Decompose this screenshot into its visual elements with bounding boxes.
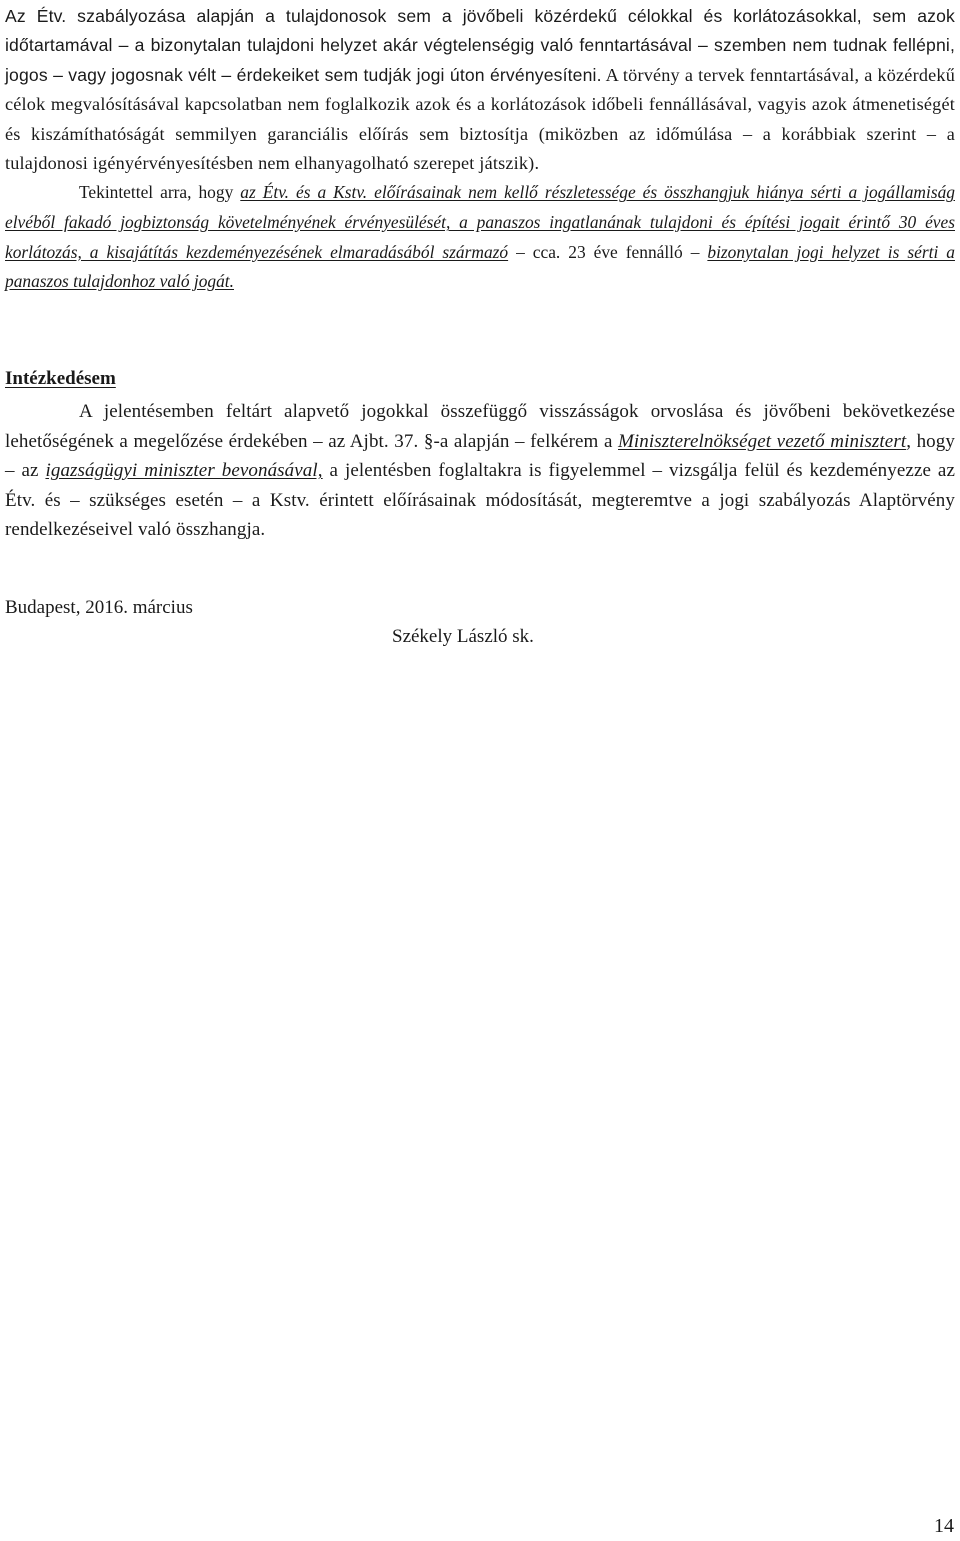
section-heading: Intézkedésem: [5, 368, 116, 389]
conclusion-intro: Tekintettel arra, hogy: [79, 182, 241, 203]
paragraph-serif-text: A törvény a tervek fenntartásával, a közérdekű célok megvalósításával kapcsolatban nem foglalkozik azok és a korlátozások időbeli fennállásával, vagyis azok átmenetiségét és kiszámíthatóságát semmilyen garanciális előírás sem biztosítja (miközben az időmúlása – a korábbiak szerint – a tulajdonosi igényérvényesítésben nem elhanyagolható szerepet játszik).: [5, 64, 955, 174]
document-page: [5, 2, 955, 297]
conclusion-plain: – cca. 23 éve fennálló –: [508, 241, 708, 262]
conclusion-emphasis-1: az Étv. és a Kstv. előírásainak nem kellő részletessége és összhangjuk hiánya sérti a jogállamiság elvéből fakadó jogbiztonság követelményének érvényesülését, a panaszos ingatlanának tulajdoni és építési jogait érintő 30 éves korlátozás, a kisajátítás kezdeményezésének elmaradásából származó: [5, 182, 955, 262]
measures-involvement: igazságügyi miniszter bevonásával,: [45, 460, 323, 482]
signature: Székely László sk.: [392, 626, 534, 647]
paragraph-sans-text: Az Étv. szabályozása alapján a tulajdonosok sem a jövőbeli közérdekű célokkal és korlátozásokkal, sem azok időtartamával – a bizonytalan tulajdoni helyzet akár végtelenségig való fenntartásával – szemben nem tudnak fellépni, jogos – vagy jogosnak vélt – érdekeiket sem tudják jogi úton érvényesíteni.: [5, 6, 955, 85]
page-number: 14: [934, 1515, 954, 1537]
paragraph-legal-analysis: [5, 2, 955, 178]
measures-intro: A jelentésemben feltárt alapvető jogokkal összefüggő visszásságok orvoslása és jövőbeni bekövetkezése lehetőségének a megelőzése érdekében – az Ajbt. 37. §-a alapján – felkérem a: [5, 401, 955, 452]
conclusion-emphasis-2: bizonytalan jogi helyzet is sérti a panaszos tulajdonhoz való jogát.: [5, 241, 955, 292]
measures-joiner: , hogy – az: [5, 430, 955, 482]
paragraph-measures: [5, 397, 955, 545]
date-line: Budapest, 2016. március: [5, 597, 193, 618]
paragraph-conclusion: [5, 178, 955, 296]
measures-rest: a jelentésben foglaltakra is figyelemmel – vizsgálja felül és kezdeményezze az Étv. és – szükséges esetén – a Kstv. érintett előírásainak módosítását, megteremtve a jogi szabályozás Alaptörvény rendelkezéseivel való összhangja.: [5, 460, 955, 541]
measures-addressee: Miniszterelnökséget vezető minisztert: [618, 430, 907, 452]
